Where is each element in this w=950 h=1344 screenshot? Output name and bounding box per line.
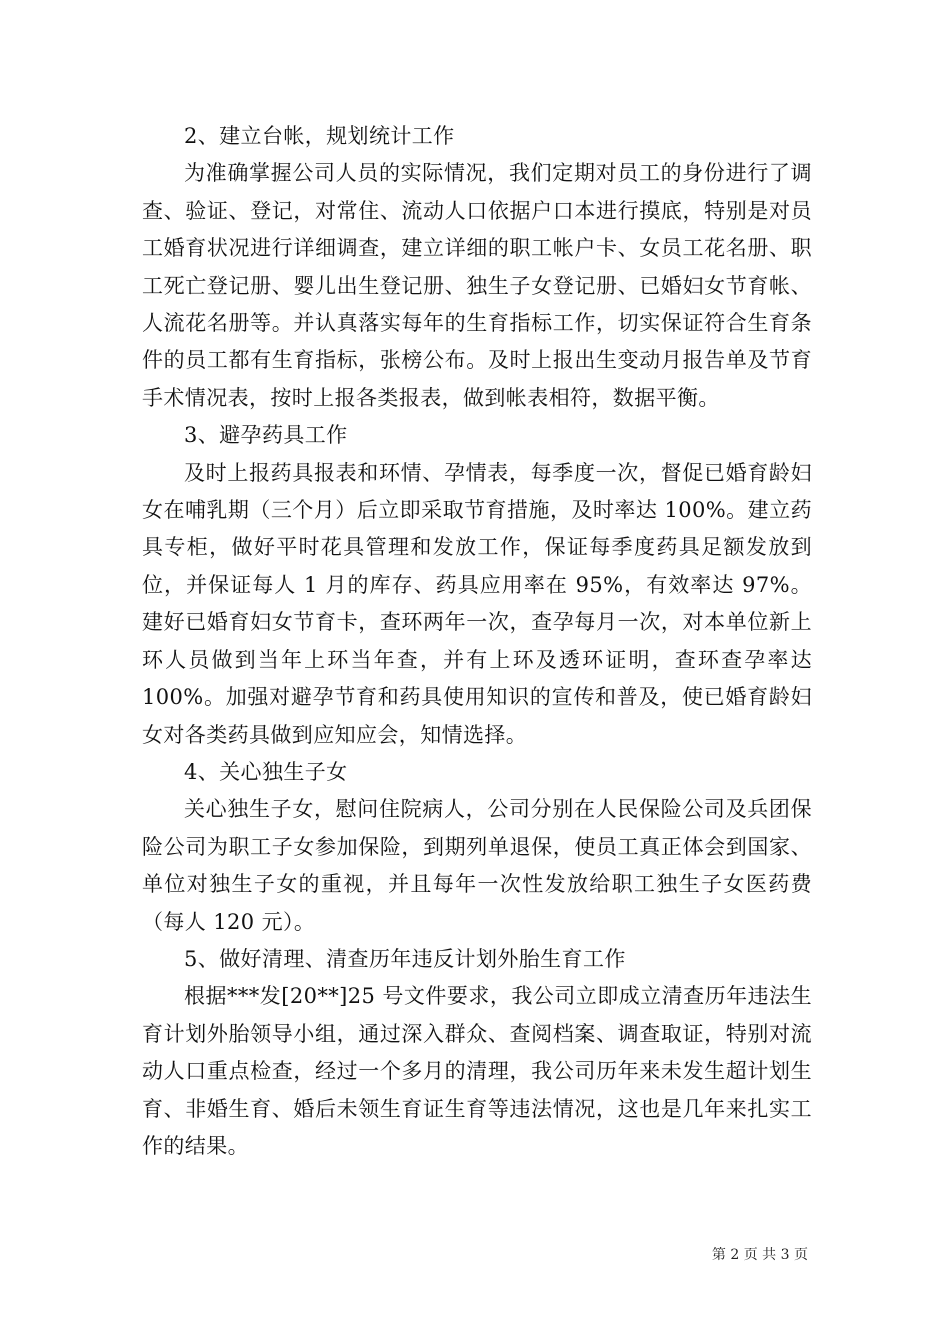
paragraph-contraceptive-work: 及时上报药具报表和环情、孕情表，每季度一次，督促已婚育龄妇女在哺乳期（三个月）后立即采取节育措施，及时率达 100%。建立药具专柜，做好平时花具管理和发放工作，保证每季度药具足额发放到位，并保证每人 1 月的库存、药具应用率在 95%，有效率达 97%。建好已婚育妇女节育卡，查环两年一次，查孕每月一次，对本单位新上环人员做到当年上环当年查，并有上环及透环证明，查环查孕率达 100%。加强对避孕节育和药具使用知识的宣传和普及，使已婚育龄妇女对各类药具做到应知应会，知情选择。 [142,460,812,747]
document-body [142,118,812,1165]
paragraph-only-child-care: 关心独生子女，慰问住院病人，公司分别在人民保险公司及兵团保险公司为职工子女参加保险，到期列单退保，使员工真正体会到国家、单位对独生子女的重视，并且每年一次性发放给职工独生子女医药费（每人 120 元）。 [142,797,812,934]
heading-ledger-statistics: 2、建立台帐，规划统计工作 [184,124,455,148]
paragraph-birth-violation-cleanup: 根据***发[20**]25 号文件要求，我公司立即成立清查历年违法生育计划外胎领导小组，通过深入群众、查阅档案、调查取证，特别对流动人口重点检查，经过一个多月的清理，我公司历年来未发生超计划生育、非婚生育、婚后未领生育证生育等违法情况，这也是几年来扎实工作的结果。 [142,984,812,1158]
page-number: 第 2 页 共 3 页 [711,1247,808,1263]
heading-birth-violation-cleanup: 5、做好清理、清查历年违反计划外胎生育工作 [184,946,626,971]
heading-contraceptive-work: 3、避孕药具工作 [184,423,348,448]
heading-only-child-care: 4、关心独生子女 [184,759,348,784]
paragraph-ledger-statistics: 为准确掌握公司人员的实际情况，我们定期对员工的身份进行了调查、验证、登记，对常住、流动人口依据户口本进行摸底，特别是对员工婚育状况进行详细调查，建立详细的职工帐户卡、女员工花名册、职工死亡登记册、婴儿出生登记册、独生子女登记册、已婚妇女节育帐、人流花名册等。并认真落实每年的生育指标工作，切实保证符合生育条件的员工都有生育指标，张榜公布。及时上报出生变动月报告单及节育手术情况表，按时上报各类报表，做到帐表相符，数据平衡。 [142,161,812,410]
